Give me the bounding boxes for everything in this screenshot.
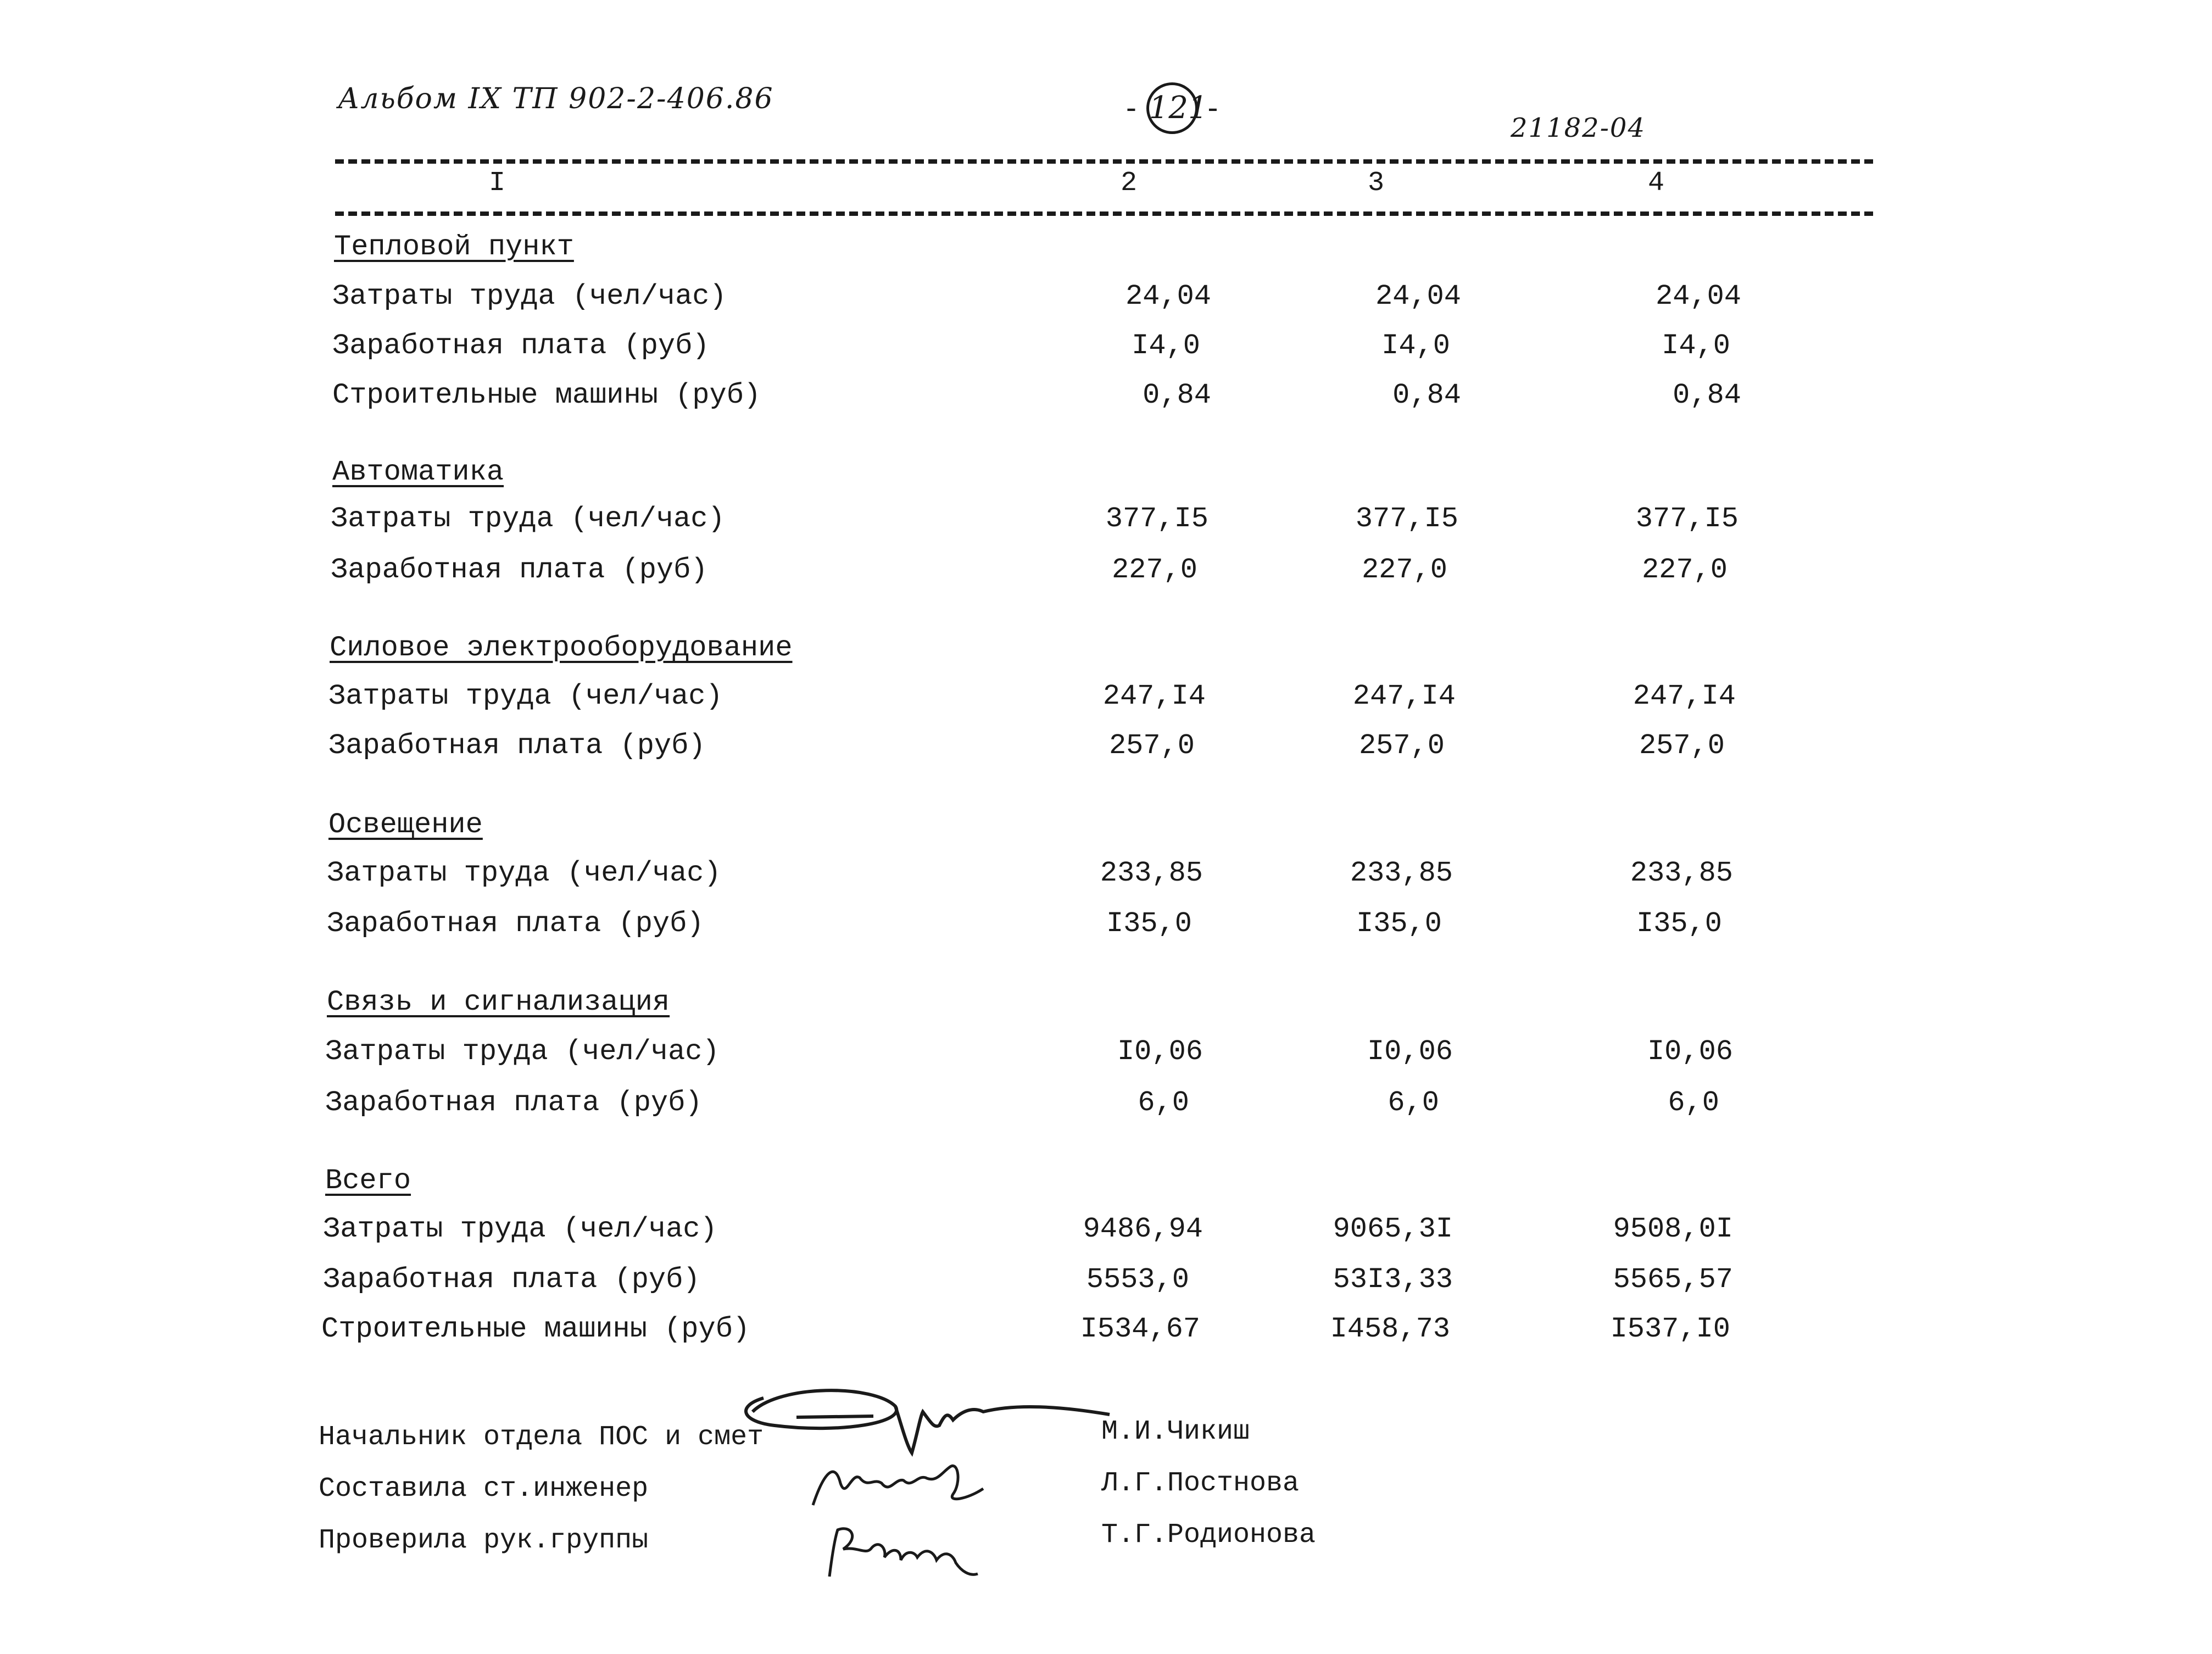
row-value-col4: 247,I4: [1632, 680, 1736, 712]
row-label: Заработная плата (руб): [331, 554, 708, 586]
document-code: 21182-04: [1511, 113, 1646, 143]
row-value-col3: I0,06: [1367, 1035, 1453, 1068]
section-title-total: Всего: [325, 1165, 411, 1197]
row-label: Заработная плата (руб): [323, 1263, 700, 1296]
row-label: Заработная плата (руб): [325, 1087, 703, 1119]
section-title-communication: Связь и сигнализация: [327, 986, 670, 1018]
row-value-col3: 233,85: [1350, 857, 1453, 889]
handwritten-signature-head: [731, 1373, 1115, 1456]
row-value-col4: I0,06: [1647, 1035, 1733, 1068]
section-title-power-equipment: Силовое электрооборудование: [330, 632, 793, 664]
handwritten-signature-compiler: [807, 1450, 989, 1516]
header-bottom-rule: [335, 211, 1873, 216]
row-value-col3: 9065,3I: [1333, 1213, 1453, 1245]
row-value-col2: I4,0: [1132, 330, 1200, 362]
row-value-col3: 227,0: [1361, 554, 1447, 586]
row-value-col2: 257,0: [1108, 729, 1195, 762]
row-value-col2: 9486,94: [1083, 1213, 1203, 1245]
row-value-col3: 247,I4: [1352, 680, 1456, 712]
row-value-col4: 233,85: [1630, 857, 1733, 889]
row-value-col3: I458,73: [1330, 1313, 1450, 1345]
row-label: Строительные машины (руб): [321, 1313, 750, 1345]
row-value-col2: 227,0: [1111, 554, 1197, 586]
row-value-col4: 9508,0I: [1613, 1213, 1733, 1245]
row-value-col2: I534,67: [1080, 1313, 1200, 1345]
page-number-dash-right: -: [1207, 90, 1218, 126]
row-value-col2: 0,84: [1143, 379, 1211, 411]
signature-name-checker: Т.Г.Родионова: [1101, 1519, 1316, 1551]
row-label: Затраты труда (чел/час): [332, 280, 727, 313]
row-label: Затраты труда (чел/час): [331, 503, 725, 535]
row-label: Затраты труда (чел/час): [325, 1035, 720, 1068]
row-value-col3: I35,0: [1356, 907, 1442, 940]
column-header-3: 3: [1368, 168, 1385, 199]
row-label: Заработная плата (руб): [332, 330, 710, 362]
row-value-col4: 24,04: [1655, 280, 1741, 313]
row-value-col4: 227,0: [1641, 554, 1728, 586]
row-value-col2: 5553,0: [1086, 1263, 1189, 1296]
row-value-col2: 377,I5: [1105, 503, 1208, 535]
row-value-col4: 257,0: [1639, 729, 1725, 762]
section-title-automation: Автоматика: [332, 456, 504, 488]
row-label: Затраты труда (чел/час): [323, 1213, 717, 1245]
row-value-col4: I4,0: [1662, 330, 1730, 362]
row-value-col2: 247,I4: [1102, 680, 1206, 712]
row-value-col3: 6,0: [1388, 1087, 1439, 1119]
section-title-lighting: Освещение: [328, 809, 483, 841]
signature-name-head: М.И.Чикиш: [1101, 1416, 1250, 1447]
row-value-col2: 24,04: [1125, 280, 1211, 313]
signature-role-compiler: Составила ст.инженер: [319, 1473, 649, 1505]
signature-role-checker: Проверила рук.группы: [319, 1525, 649, 1556]
column-header-1: I: [489, 168, 506, 199]
row-value-col3: I4,0: [1381, 330, 1450, 362]
row-value-col4: I537,I0: [1610, 1313, 1730, 1345]
row-value-col3: 377,I5: [1355, 503, 1458, 535]
row-value-col4: 0,84: [1673, 379, 1741, 411]
page-number-circle: 121: [1146, 82, 1198, 134]
column-header-4: 4: [1648, 168, 1665, 199]
row-value-col4: 5565,57: [1613, 1263, 1733, 1296]
row-label: Заработная плата (руб): [328, 729, 706, 762]
row-value-col2: I35,0: [1106, 907, 1192, 940]
page-number: [1126, 82, 1218, 134]
row-value-col2: 233,85: [1100, 857, 1203, 889]
row-value-col2: 6,0: [1138, 1087, 1189, 1119]
row-label: Затраты труда (чел/час): [327, 857, 721, 889]
row-value-col3: 0,84: [1392, 379, 1461, 411]
row-label: Строительные машины (руб): [332, 379, 761, 411]
row-value-col4: 6,0: [1668, 1087, 1719, 1119]
album-reference: Альбом IX ТП 902-2-406.86: [338, 82, 774, 115]
signature-name-compiler: Л.Г.Постнова: [1101, 1468, 1300, 1499]
row-value-col3: 24,04: [1375, 280, 1461, 313]
section-title-heat-point: Тепловой пункт: [334, 231, 574, 263]
row-label: Затраты труда (чел/час): [328, 680, 723, 712]
column-header-2: 2: [1121, 168, 1138, 199]
row-value-col4: 377,I5: [1635, 503, 1739, 535]
row-value-col3: 257,0: [1358, 729, 1445, 762]
row-label: Заработная плата (руб): [327, 907, 704, 940]
row-value-col2: I0,06: [1117, 1035, 1203, 1068]
handwritten-signature-checker: [818, 1516, 983, 1588]
signature-role-head: Начальник отдела ПОС и смет: [319, 1422, 764, 1453]
row-value-col3: 53I3,33: [1333, 1263, 1453, 1296]
header-top-rule: [335, 159, 1873, 164]
page-number-dash-left: -: [1126, 90, 1136, 126]
row-value-col4: I35,0: [1636, 907, 1722, 940]
